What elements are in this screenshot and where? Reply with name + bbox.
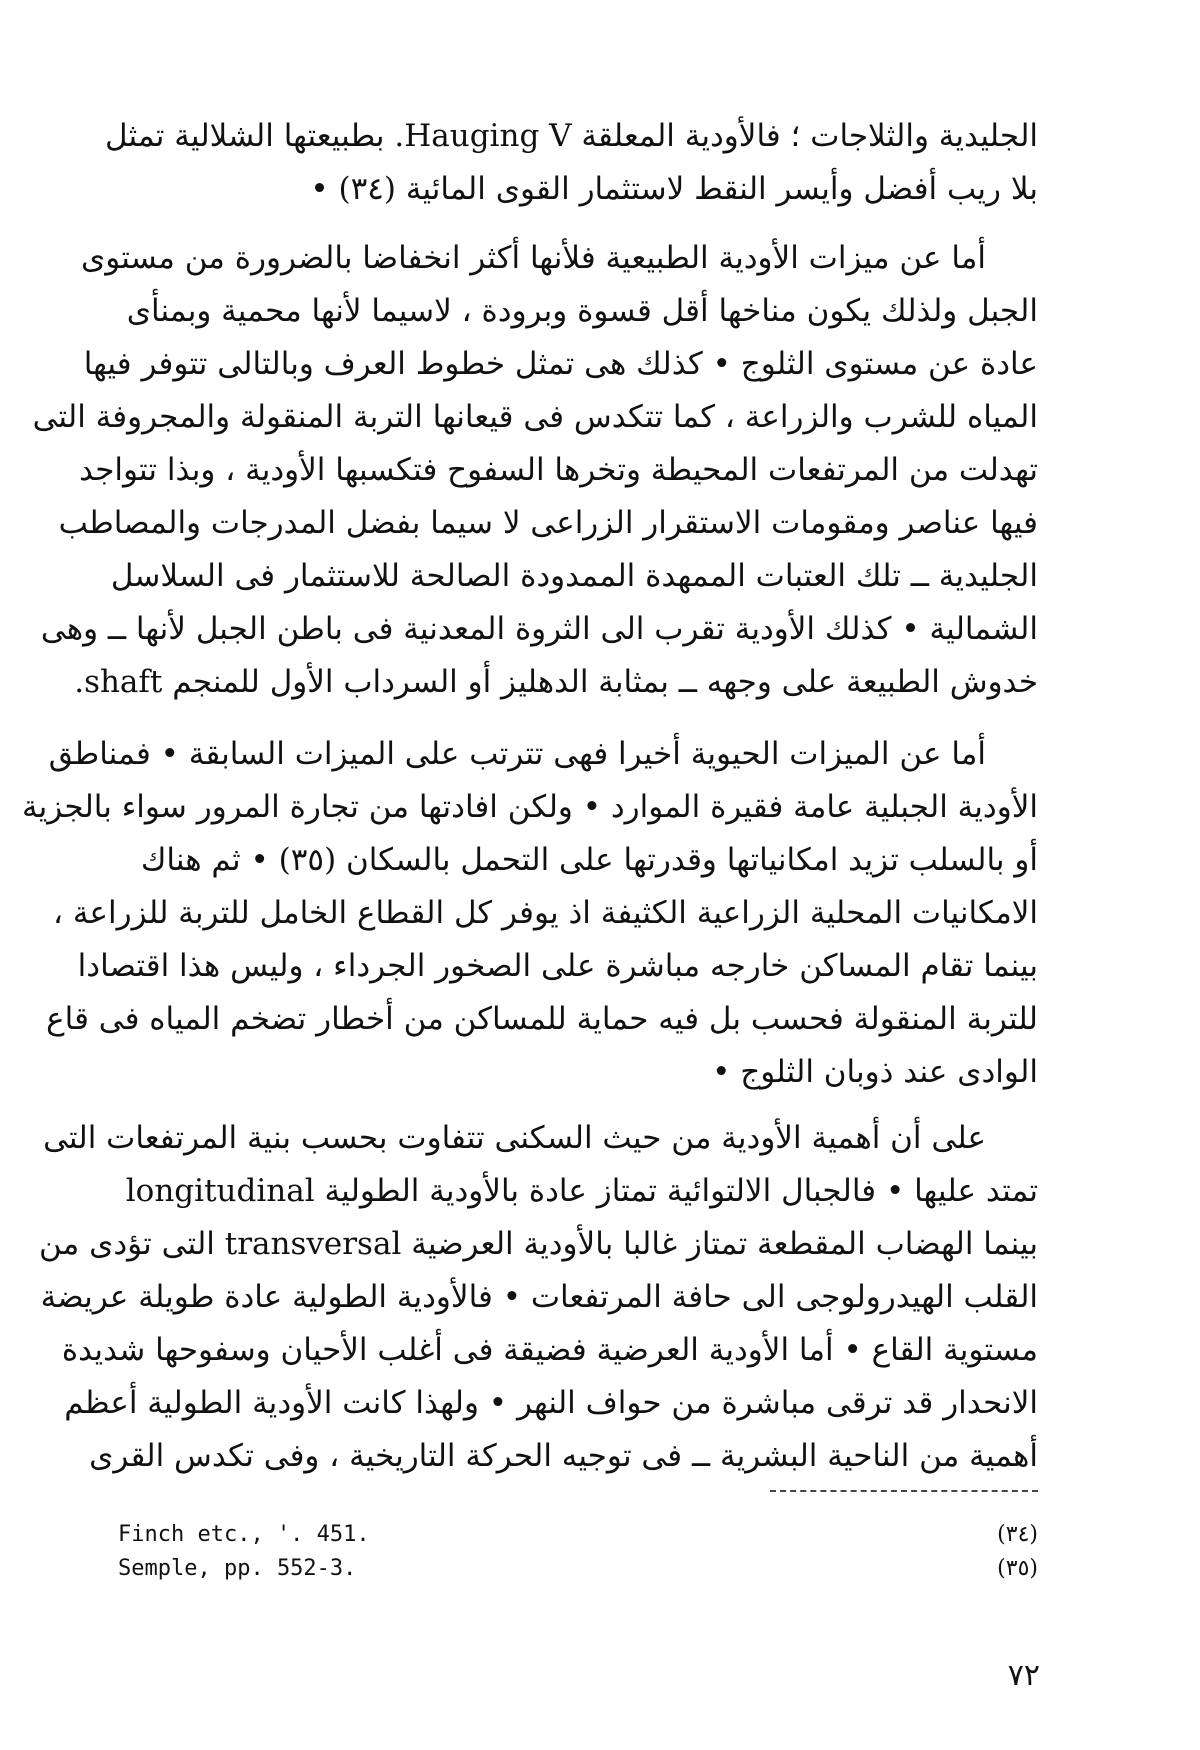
- text-line: عادة عن مستوى الثلوج • كذلك هى تمثل خطوط العرف وبالتالى تتوفر فيها: [83, 346, 1038, 382]
- text-line: المياه للشرب والزراعة ، كما تتكدس فى قيعانها التربة المنقولة والمجروفة التى: [32, 399, 1038, 435]
- paragraph-1: [104, 110, 1038, 216]
- text-line: الشمالية • كذلك الأودية تقرب الى الثروة المعدنية فى باطن الجبل لأنها ــ وهى: [40, 611, 1038, 647]
- text-line: القلب الهيدرولوجى الى حافة المرتفعات • فالأودية الطولية عادة طويلة عريضة: [40, 1279, 1038, 1315]
- footnote-divider: [770, 1490, 1038, 1492]
- text-line: للتربة المنقولة فحسب بل فيه حماية للمساكن من أخطار تضخم المياه فى قاع: [46, 1001, 1038, 1037]
- paragraph-2: [32, 232, 1038, 709]
- text-line: بينما الهضاب المقطعة تمتاز غالبا بالأودية العرضية transversal التى تؤدى من: [39, 1226, 1038, 1262]
- text-line: الانحدار قد ترقى مباشرة من حواف النهر • ولهذا كانت الأودية الطولية أعظم: [64, 1385, 1038, 1421]
- footnotes: [118, 1518, 1038, 1586]
- footnote-number: (٣٤): [997, 1522, 1038, 1547]
- text-line: أما عن ميزات الأودية الطبيعية فلأنها أكثر انخفاضا بالضرورة من مستوى: [80, 240, 986, 276]
- text-line: الأودية الجبلية عامة فقيرة الموارد • ولكن افادتها من تجارة المرور سواء بالجزية: [21, 789, 1038, 825]
- footnote-number: (٣٥): [997, 1556, 1038, 1581]
- text-line: الامكانيات المحلية الزراعية الكثيفة اذ يوفر كل القطاع الخامل للتربة للزراعة ،: [53, 895, 1038, 931]
- text-line: خدوش الطبيعة على وجهه ــ بمثابة الدهليز أو السرداب الأول للمنجم shaft.: [74, 664, 1038, 700]
- text-line: تهدلت من المرتفعات المحيطة وتخرها السفوح فتكسبها الأودية ، وبذا تتواجد: [78, 452, 1038, 488]
- text-line: أهمية من الناحية البشرية ــ فى توجيه الحركة التاريخية ، وفى تكدس القرى: [89, 1438, 1038, 1474]
- text-line: الجليدية ــ تلك العتبات الممهدة الممدودة الصالحة للاستثمار فى السلاسل: [110, 558, 1038, 594]
- footnote: [118, 1552, 1038, 1586]
- text-line: الجليدية والثلاجات ؛ فالأودية المعلقة Hauging V. بطبيعتها الشلالية تمثل: [104, 118, 1038, 154]
- text-line: الوادى عند ذوبان الثلوج •: [712, 1054, 1038, 1090]
- text-line: أما عن الميزات الحيوية أخيرا فهى تترتب على الميزات السابقة • فمناطق: [48, 736, 986, 772]
- text-line: الجبل ولذلك يكون مناخها أقل قسوة وبرودة ، لاسيما لأنها محمية وبمنأى: [126, 293, 1038, 329]
- text-line: فيها عناصر ومقومات الاستقرار الزراعى لا سيما بفضل المدرجات والمصاطب: [58, 505, 1038, 541]
- paragraph-3: [21, 728, 1038, 1099]
- footnote-source: Finch etc., '. 451.: [118, 1522, 370, 1547]
- footnote: [118, 1518, 1038, 1552]
- page-number: ٧٢: [1007, 1658, 1040, 1693]
- text-line: على أن أهمية الأودية من حيث السكنى تتفاوت بحسب بنية المرتفعات التى: [43, 1120, 986, 1156]
- text-line: أو بالسلب تزيد امكانياتها وقدرتها على التحمل بالسكان (٣٥) • ثم هناك: [140, 842, 1038, 878]
- footnote-source: Semple, pp. 552-3.: [118, 1556, 357, 1581]
- text-line: تمتد عليها • فالجبال الالتوائية تمتاز عادة بالأودية الطولية longitudinal: [125, 1173, 1038, 1209]
- text-line: مستوية القاع • أما الأودية العرضية فضيقة فى أغلب الأحيان وسفوحها شديدة: [61, 1332, 1038, 1368]
- text-line: بلا ريب أفضل وأيسر النقط لاستثمار القوى المائية (٣٤) •: [310, 171, 1038, 207]
- text-line: بينما تقام المساكن خارجه مباشرة على الصخور الجرداء ، وليس هذا اقتصادا: [77, 948, 1038, 984]
- paragraph-4: [39, 1112, 1038, 1483]
